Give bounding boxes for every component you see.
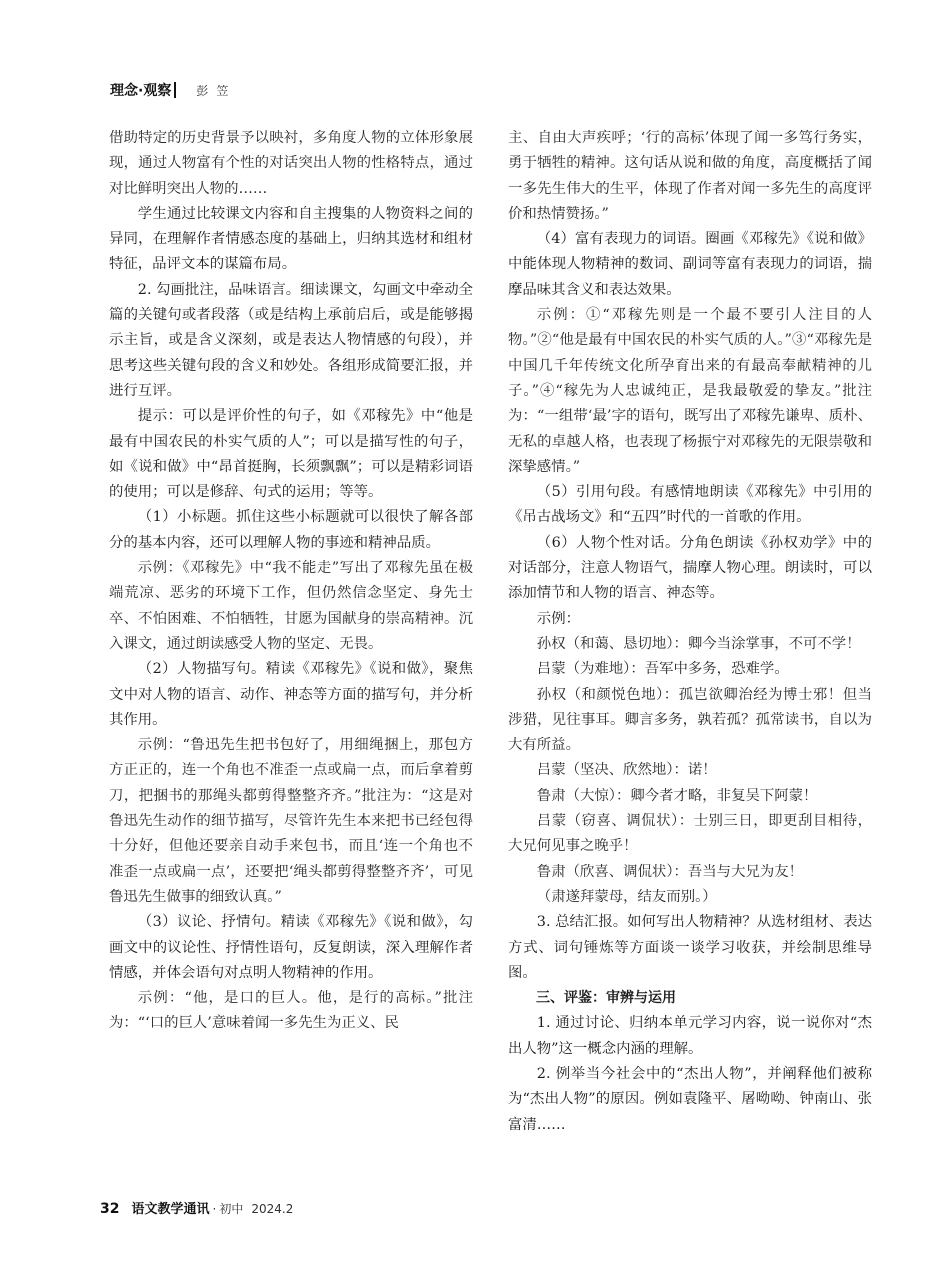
- journal-level: 初中: [219, 1202, 244, 1216]
- paragraph: （4）富有表现力的词语。圈画《邓稼先》《说和做》中能体现人物精神的数词、副词等富有表现力的词语，揣摩品味其含义和表达效果。: [508, 231, 872, 298]
- paragraph: 1. 通过讨论、归纳本单元学习内容，说一说你对“杰出人物”这一概念内涵的理解。: [508, 1015, 872, 1057]
- journal-title: 语文教学通讯: [131, 1202, 210, 1217]
- left-column: [109, 126, 473, 1037]
- paragraph: 鲁肃（欣喜、调侃状）：吾当与大兄为友！: [536, 863, 804, 880]
- paragraph: 2. 例举当今社会中的“杰出人物”，并阐释他们被称为“杰出人物”的原因。例如袁隆平、屠呦呦、钟南山、张富清……: [508, 1065, 872, 1133]
- paragraph: （2）人物描写句。精读《邓稼先》《说和做》，聚焦文中对人物的语言、动作、神态等方面的描写句，并分析其作用。: [109, 661, 473, 728]
- paragraph: 示例：《邓稼先》中“我不能走”写出了邓稼先虽在极端荒凉、恶劣的环境下工作，但仍然信念坚定、身先士卒、不怕困难、不怕牺牲，甘愿为国献身的崇高精神。沉入课文，通过朗读感受人物的坚定、无畏。: [109, 560, 473, 652]
- journal-issue: 2024.2: [251, 1202, 294, 1216]
- section-title: 理念·观察: [110, 83, 172, 99]
- paragraph: （1）小标题。抓住这些小标题就可以很快了解各部分的基本内容，还可以理解人物的事迹和精神品质。: [109, 509, 473, 551]
- paragraph: （6）人物个性对话。分角色朗读《孙权劝学》中的对话部分，注意人物语气，揣摩人物心理。朗读时，可以添加情节和人物的语言、神态等。: [508, 534, 872, 602]
- paragraph: 学生通过比较课文内容和自主搜集的人物资料之间的异同，在理解作者情感态度的基础上，归纳其选材和组材特征，品评文本的谋篇布局。: [109, 205, 473, 273]
- right-column: [508, 126, 872, 1138]
- page-number: 32: [100, 1201, 120, 1217]
- page-footer: [100, 1198, 293, 1217]
- running-header: [110, 80, 236, 100]
- paragraph: 吕蒙（为难地）：吾军中多务，恐难学。: [536, 661, 789, 678]
- paragraph: 吕蒙（坚决、欣然地）：诺！: [536, 762, 717, 779]
- paragraph: 示例：①“邓稼先则是一个最不要引人注目的人物。”②“他是最有中国农民的朴实气质的人。”③“邓稼先是中国几千年传统文化所孕育出来的有最高奉献精神的儿子。”④“稼先为人忠诚纯正，是我最敬爱的挚友。”批注为：“一组带‘最’字的语句，既写出了邓稼先谦卑、质朴、无私的卓越人格，也表现了杨振宁对邓稼先的无限崇敬和深挚感情。”: [508, 307, 872, 475]
- paragraph: 孙权（和蔼、恳切地）：卿今当涂掌事，不可不学！: [536, 635, 861, 652]
- paragraph: 主、自由大声疾呼；‘行的高标’体现了闻一多笃行务实，勇于牺牲的精神。这句话从说和做的角度，高度概括了闻一多先生伟大的生平，体现了作者对闻一多先生的高度评价和热情赞扬。”: [508, 130, 872, 222]
- paragraph: 孙权（和颜悦色地）：孤岂欲卿治经为博士邪！但当涉猎，见往事耳。卿言多务，孰若孤？孤常读书，自以为大有所益。: [508, 686, 872, 754]
- paragraph: 示例：: [536, 610, 580, 627]
- paragraph: 借助特定的历史背景予以映衬，多角度人物的立体形象展现，通过人物富有个性的对话突出人物的性格特点，通过对比鲜明突出人物的……: [109, 130, 473, 197]
- paragraph: 3. 总结汇报。如何写出人物精神？从选材组材、表达方式、词句锤炼等方面谈一谈学习收获，并绘制思维导图。: [508, 914, 872, 981]
- paragraph: 提示：可以是评价性的句子，如《邓稼先》中“他是最有中国农民的朴实气质的人”；可以是描写性的句子，如《说和做》中“昂首挺胸，长须飘飘”；可以是精彩词语的使用；可以是修辞、句式的运用；等等。: [109, 408, 473, 501]
- paragraph: 2. 勾画批注，品味语言。细读课文，勾画文中牵动全篇的关键句或者段落（或是结构上承前启后，或是能够揭示主旨，或是含义深刻，或是表达人物情感的句段），并思考这些关键句段的含义和妙处。各组形成简要汇报，并进行互评。: [109, 281, 473, 399]
- paragraph: 鲁肃（大惊）：卿今者才略，非复吴下阿蒙！: [536, 787, 818, 804]
- paragraph: 吕蒙（窃喜、调侃状）：士别三日，即更刮目相待，大兄何见事之晚乎！: [508, 813, 872, 855]
- header-divider: [174, 82, 176, 98]
- paragraph: （肃遂拜蒙母，结友而别。）: [536, 888, 717, 905]
- paragraph: （3）议论、抒情句。精读《邓稼先》《说和做》，勾画文中的议论性、抒情性语句，反复朗读，深入理解作者情感，并体会语句对点明人物精神的作用。: [109, 914, 473, 981]
- paragraph: 示例：“他，是口的巨人。他，是行的高标。”批注为：“‘口的巨人’意味着闻一多先生为正义、民: [109, 990, 473, 1032]
- section-heading: 三、评鉴：审辨与运用: [536, 990, 676, 1007]
- paragraph: 示例：“鲁迅先生把书包好了，用细绳捆上，那包方方正正的，连一个角也不准歪一点或扁一点，而后拿着剪刀，把捆书的那绳头都剪得整整齐齐。”批注为：“这是对鲁迅先生动作的细节描写，尽管许先生本来把书已经包得十分好，但他还要亲自动手来包书，而且‘连一个角也不准歪一点或扁一点’，还要把‘绳头都剪得整整齐齐’，可见鲁迅先生做事的细致认真。”: [109, 737, 473, 905]
- paragraph: （5）引用句段。有感情地朗读《邓稼先》中引用的《吊古战场文》和“五四”时代的一首歌的作用。: [508, 484, 872, 526]
- author-name: 彭笠: [196, 83, 237, 98]
- footer-separator: ·: [212, 1202, 217, 1216]
